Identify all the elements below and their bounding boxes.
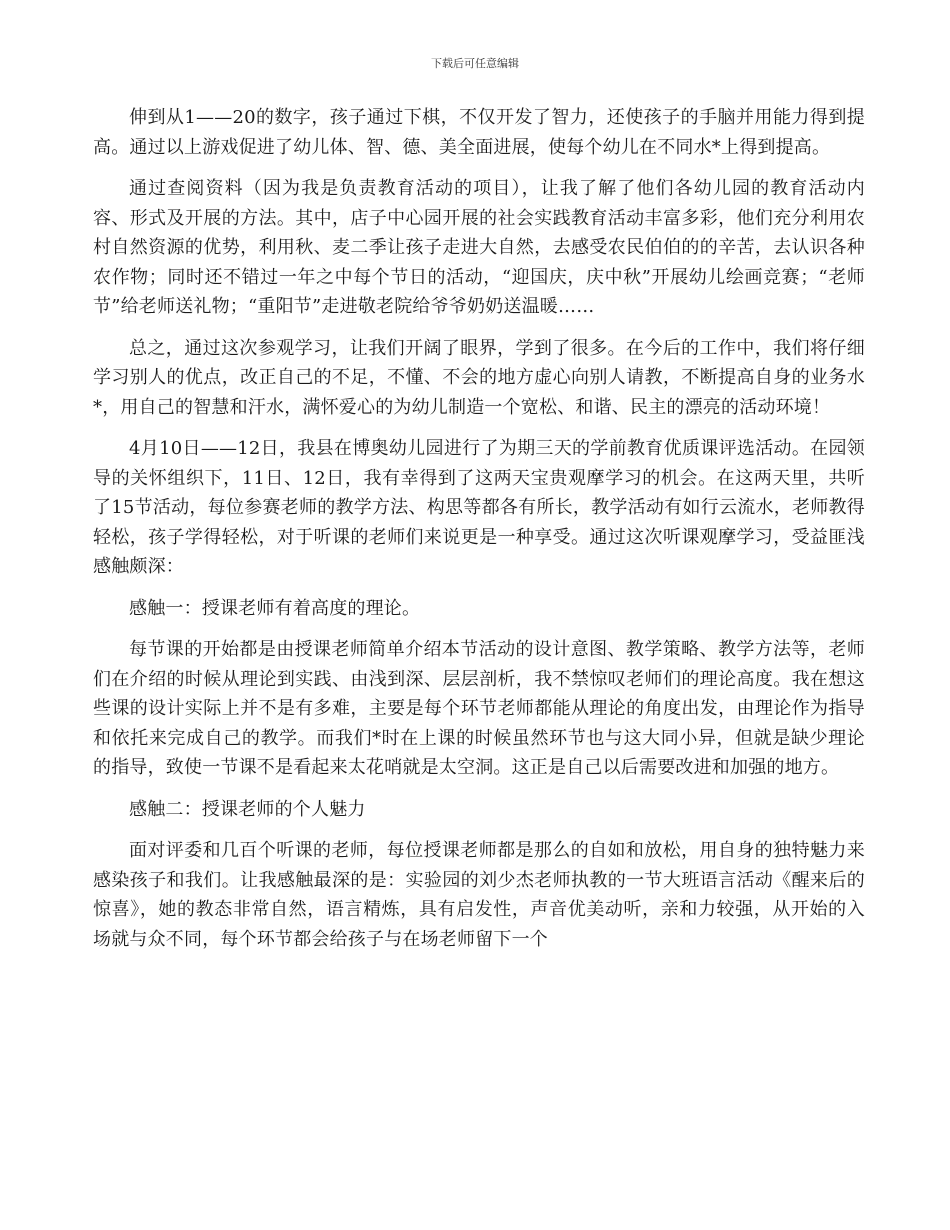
- paragraph-1: 伸到从1——20的数字，孩子通过下棋，不仅开发了智力，还使孩子的手脑并用能力得到提高。通过以上游戏促进了幼儿体、智、德、美全面进展，使每个幼儿在不同水*上得到提高。: [93, 107, 865, 158]
- paragraph-2: 通过查阅资料（因为我是负责教育活动的项目），让我了解了他们各幼儿园的教育活动内容、形式及开展的方法。其中，店子中心园开展的社会实践教育活动丰富多彩，他们充分利用农村自然资源的优势，利用秋、麦二季让孩子走进大自然，去感受农民伯伯的的辛苦，去认识各种农作物；同时还不错过一年之中每个节日的活动，“迎国庆，庆中秋”开展幼儿绘画竞赛；“老师节”给老师送礼物；“重阳节”走进敬老院给爷爷奶奶送温暖……: [93, 178, 865, 317]
- paragraph-4: 4月10日——12日，我县在博奥幼儿园进行了为期三天的学前教育优质课评选活动。在园领导的关怀组织下，11日、12日，我有幸得到了这两天宝贵观摩学习的机会。在这两天里，共听了15节活动，每位参赛老师的教学方法、构思等都各有所长，教学活动有如行云流水，老师教得轻松，孩子学得轻松，对于听课的老师们来说更是一种享受。通过这次听课观摩学习，受益匪浅感触颇深：: [93, 438, 865, 577]
- section-heading-2: 感触二：授课老师的个人魅力: [129, 798, 366, 820]
- paragraph-3: 总之，通过这次参观学习，让我们开阔了眼界，学到了很多。在今后的工作中，我们将仔细学习别人的优点，改正自己的不足，不懂、不会的地方虚心向别人请教，不断提高自身的业务水*，用自己的智慧和汗水，满怀爱心的为幼儿制造一个宽松、和谐、民主的漂亮的活动环境！: [93, 337, 865, 418]
- paragraph-5: 每节课的开始都是由授课老师简单介绍本节活动的设计意图、教学策略、教学方法等，老师们在介绍的时候从理论到实践、由浅到深、层层剖析，我不禁惊叹老师们的理论高度。我在想这些课的设计实际上并不是有多难，主要是每个环节老师都能从理论的角度出发，由理论作为指导和依托来完成自己的教学。而我们*时在上课的时候虽然环节也与这大同小异，但就是缺少理论的指导，致使一节课不是看起来太花哨就是太空洞。这正是自己以后需要改进和加强的地方。: [93, 639, 865, 778]
- header-note: 下载后可任意编辑: [431, 57, 519, 70]
- document-body: [93, 103, 865, 966]
- paragraph-6: 面对评委和几百个听课的老师，每位授课老师都是那么的自如和放松，用自身的独特魅力来感染孩子和我们。让我感触最深的是：实验园的刘少杰老师执教的一节大班语言活动《醒来后的惊喜》，她的教态非常自然，语言精炼，具有启发性，声音优美动听，亲和力较强，从开始的入场就与众不同，每个环节都会给孩子与在场老师留下一个: [93, 840, 865, 950]
- section-heading-1: 感触一：授课老师有着高度的理论。: [129, 597, 421, 619]
